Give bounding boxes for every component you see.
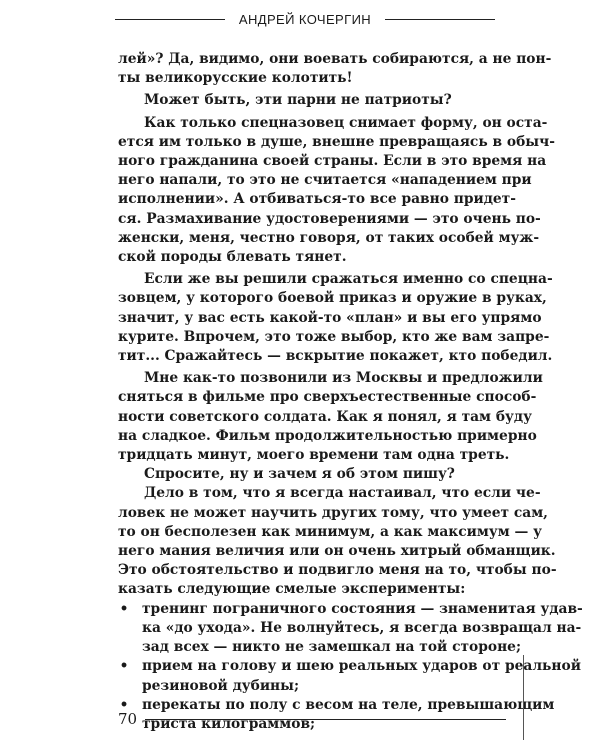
- text-line: Как только спецназовец снимает форму, он оста-: [144, 114, 548, 131]
- text-line: резиновой дубины;: [142, 677, 300, 694]
- text-line: курите. Впрочем, это тоже выбор, кто же вам запре-: [118, 328, 550, 345]
- text-line: Может быть, эти парни не патриоты?: [144, 92, 452, 109]
- text-line: него мания величия или он очень хитрый обманщик.: [118, 543, 556, 560]
- text-line: ся. Размахивание удостоверениями — это очень по-: [118, 210, 541, 227]
- text-line: зад всех — никто не замешкал на той стороне;: [142, 639, 522, 656]
- text-line: на сладкое. Фильм продолжительностью примерно: [118, 427, 537, 444]
- footer-rule: [145, 719, 506, 720]
- header-rule-left: [115, 19, 225, 20]
- text-line: тридцать минут, моего времени там одна треть.: [118, 447, 510, 464]
- text-line: исполнении». А отбиваться-то все равно придет-: [118, 191, 516, 208]
- text-line: сняться в фильме про сверхъестественные способ-: [118, 389, 537, 406]
- text-line: тит... Сражайтесь — вскрытие покажет, кто победил.: [118, 348, 553, 365]
- text-line: Это обстоятельство и подвигло меня на то, чтобы по-: [118, 562, 557, 579]
- text-line: ловек не может научить других тому, что умеет сам,: [118, 504, 548, 521]
- text-line: триста килограммов;: [142, 715, 316, 732]
- text-line: ты великорусские колотить!: [118, 70, 353, 87]
- text-line: Дело в том, что я всегда настаивал, что если че-: [144, 485, 541, 502]
- text-line: прием на голову и шею реальных ударов от реальной: [142, 658, 581, 675]
- text-line: зовцем, у которого боевой приказ и оружие в руках,: [118, 290, 547, 307]
- text-line: перекаты по полу с весом на теле, превышающим: [142, 696, 555, 713]
- page-edge-line: [523, 655, 524, 740]
- bullet-mark: •: [119, 696, 129, 713]
- header-rule-right: [385, 19, 495, 20]
- text-line: него напали, то это не считается «нападением при: [118, 172, 532, 189]
- text-line: казать следующие смелые эксперименты:: [118, 581, 466, 598]
- text-line: женски, меня, честно говоря, от таких особей муж-: [118, 229, 540, 246]
- text-line: то он бесполезен как минимум, а как максимум — у: [118, 523, 542, 540]
- text-line: тренинг пограничного состояния — знаменитая удав-: [142, 600, 583, 617]
- text-line: Если же вы решили сражаться именно со спецна-: [144, 271, 553, 288]
- text-line: ется им только в душе, внешне превращаясь в обыч-: [118, 133, 555, 150]
- text-line: ного гражданина своей страны. Если в это время на: [118, 153, 547, 170]
- page-number: 70: [118, 710, 138, 728]
- text-line: Мне как-то позвонили из Москвы и предложили: [144, 370, 543, 387]
- text-line: ка «до ухода». Не волнуйтесь, я всегда возвращал на-: [142, 619, 582, 636]
- page-footer: [118, 710, 506, 728]
- text-line: ности советского солдата. Как я понял, я там буду: [118, 408, 532, 425]
- bullet-item: [118, 600, 583, 658]
- text-line: значит, у вас есть какой-то «план» и вы его упрямо: [118, 309, 542, 326]
- bullet-item: [118, 657, 581, 695]
- text-line: Спросите, ну и зачем я об этом пишу?: [144, 466, 455, 483]
- bullet-mark: •: [119, 600, 129, 617]
- author-name: АНДРЕЙ КОЧЕРГИН: [238, 11, 372, 27]
- page-body: [118, 50, 583, 734]
- text-line: ской породы блевать тянет.: [118, 249, 347, 266]
- text-line: лей»? Да, видимо, они воевать собираются, а не пон-: [118, 51, 552, 67]
- bullet-mark: •: [119, 658, 129, 675]
- running-header: [115, 8, 495, 30]
